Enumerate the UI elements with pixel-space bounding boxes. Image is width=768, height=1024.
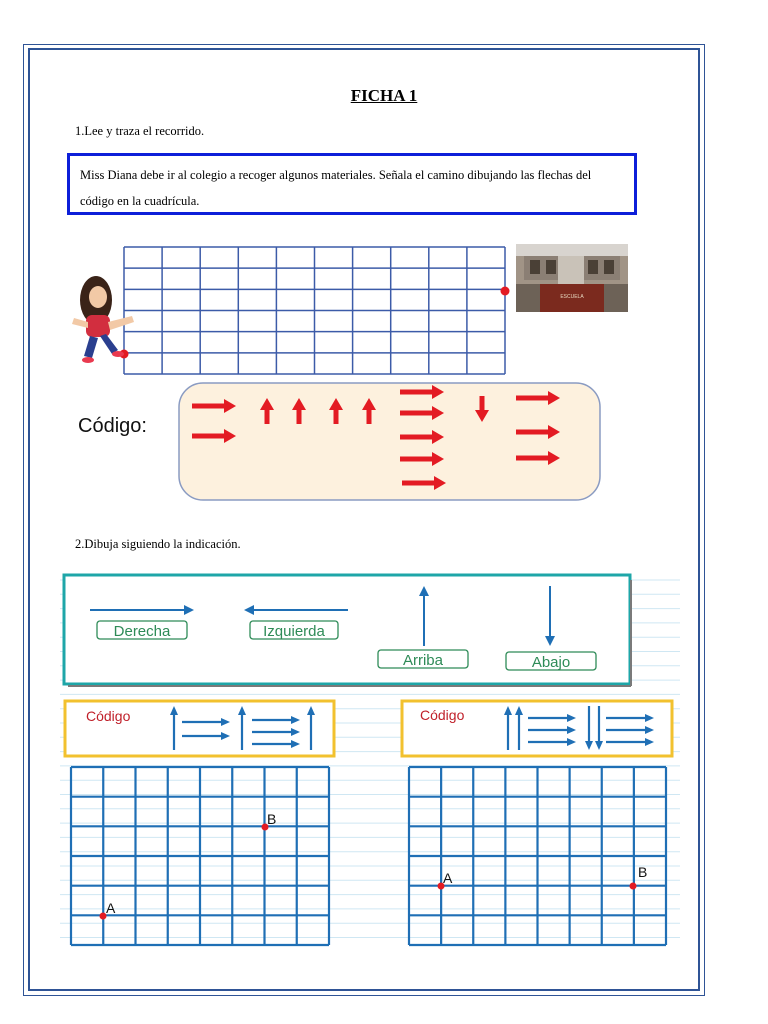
legend-abajo: Abajo bbox=[531, 654, 571, 671]
instruction-2: 2.Dibuja siguiendo la indicación. bbox=[75, 537, 241, 551]
legend-arriba: Arriba bbox=[402, 652, 444, 669]
section2-graphics bbox=[0, 560, 768, 1020]
grid-right-point-b bbox=[630, 883, 637, 890]
grid-left-label-a: A bbox=[106, 900, 116, 916]
legend-derecha: Derecha bbox=[113, 623, 171, 640]
grid-right-label-a: A bbox=[443, 870, 453, 886]
legend-izquierda: Izquierda bbox=[263, 623, 325, 640]
school-photo bbox=[516, 244, 628, 312]
code-label-right: Código bbox=[420, 707, 465, 723]
grid-left bbox=[71, 767, 329, 945]
code-label-left: Código bbox=[86, 708, 131, 724]
code-box-1 bbox=[179, 383, 600, 500]
school-sign: ESCUELA bbox=[560, 294, 584, 300]
grid-right-label-b: B bbox=[638, 864, 648, 880]
code-label-1: Código: bbox=[78, 415, 147, 437]
story-text: Miss Diana debe ir al colegio a recoger algunos materiales. Señala el camino dibujando las flechas del código en la cuadrícula. bbox=[80, 168, 592, 208]
page-title: FICHA 1 bbox=[350, 86, 418, 105]
grid-right bbox=[409, 767, 666, 945]
instruction-1: 1.Lee y traza el recorrido. bbox=[75, 124, 205, 138]
path-grid bbox=[124, 247, 505, 374]
end-dot bbox=[501, 287, 510, 296]
grid-left-label-b: B bbox=[267, 811, 277, 827]
